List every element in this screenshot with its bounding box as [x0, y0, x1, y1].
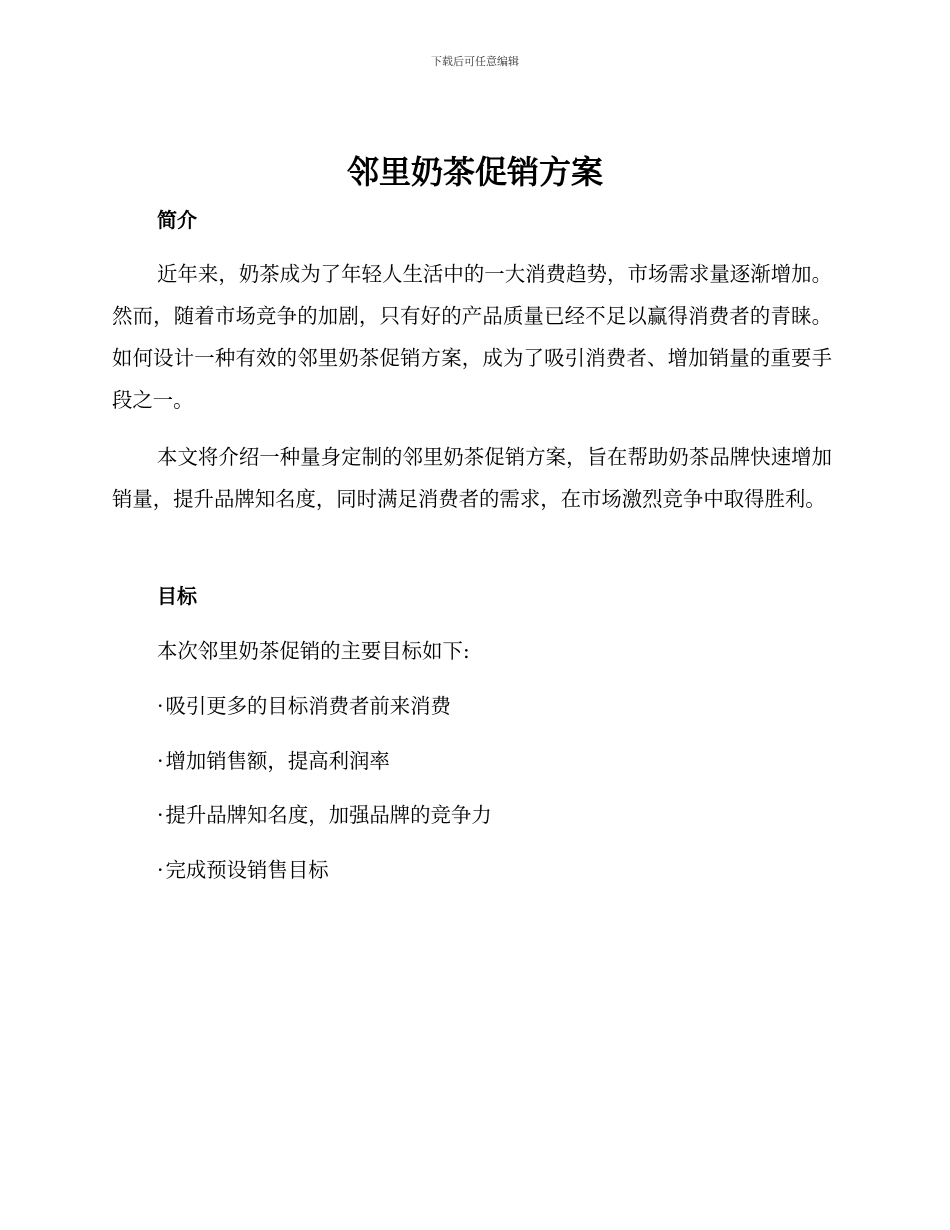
page-header-note: 下载后可任意编辑 [431, 55, 519, 68]
goal-bullet-item [157, 801, 492, 829]
document-title: 邻里奶茶促销方案 [346, 153, 603, 191]
bullet-dot-icon: · [157, 858, 164, 882]
bullet-dot-icon: · [157, 803, 164, 827]
bullet-dot-icon: · [157, 749, 164, 773]
goal-bullet-text: 完成预设销售目标 [165, 858, 329, 882]
goal-bullet-text: 提升品牌知名度，加强品牌的竞争力 [165, 803, 492, 827]
goal-bullet-text: 吸引更多的目标消费者前来消费 [165, 694, 451, 718]
intro-paragraph-1: 近年来，奶茶成为了年轻人生活中的一大消费趋势，市场需求量逐渐增加。然而，随着市场竞争的加剧，只有好的产品质量已经不足以赢得消费者的青睐。如何设计一种有效的邻里奶茶促销方案，成为了吸引消费者、增加销量的重要手段之一。 [112, 262, 832, 412]
goal-bullet-item [157, 692, 451, 720]
goal-bullet-item [157, 856, 329, 884]
section-heading-intro: 简介 [157, 208, 197, 232]
goal-bullet-item [157, 747, 390, 775]
intro-paragraph-2: 本文将介绍一种量身定制的邻里奶茶促销方案，旨在帮助奶茶品牌快速增加销量，提升品牌知名度，同时满足消费者的需求，在市场激烈竞争中取得胜利。 [112, 445, 832, 511]
goals-intro: 本次邻里奶茶促销的主要目标如下: [157, 639, 470, 663]
bullet-dot-icon: · [157, 694, 164, 718]
section-heading-goals: 目标 [157, 584, 197, 608]
goal-bullet-text: 增加销售额，提高利润率 [165, 749, 390, 773]
